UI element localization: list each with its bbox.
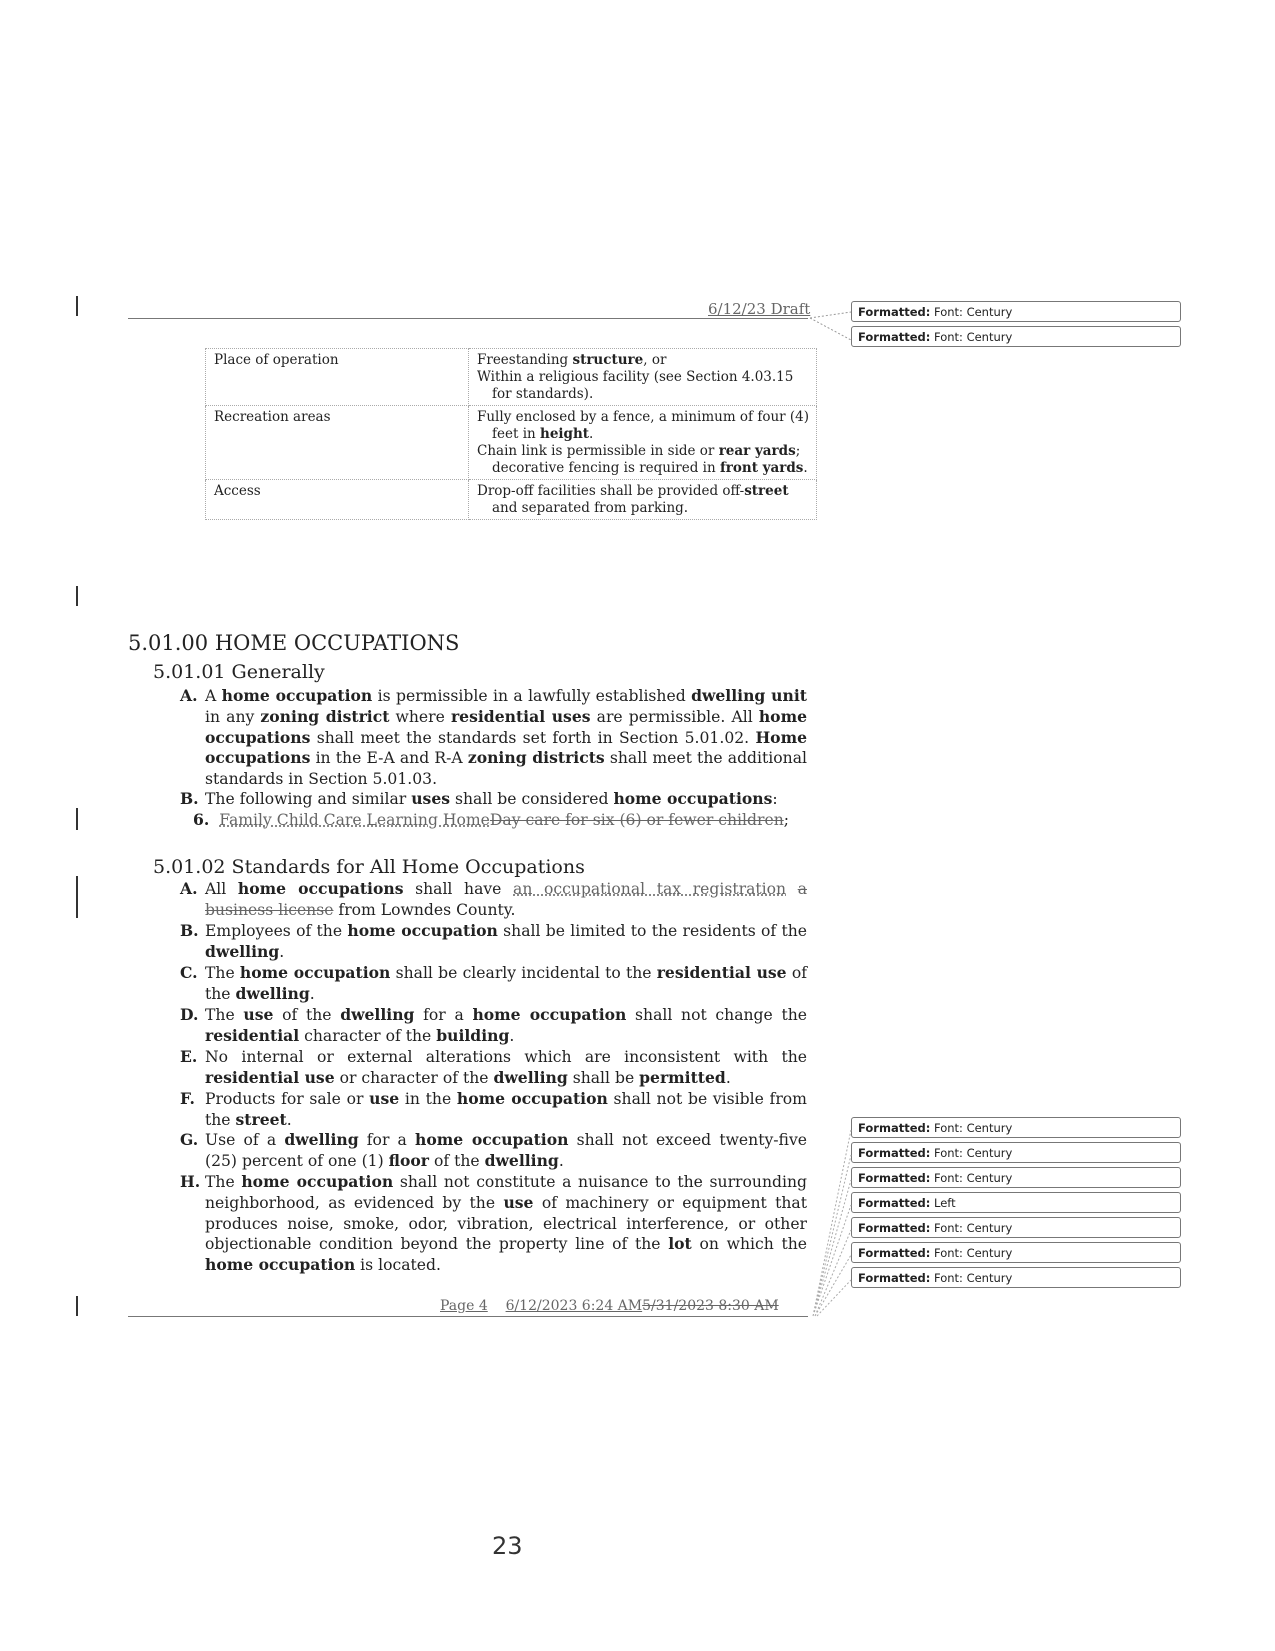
text-run: of the bbox=[273, 1006, 341, 1024]
text-run: . bbox=[725, 1068, 731, 1087]
comment-label: Formatted: bbox=[858, 305, 931, 319]
defined-term: home occupation bbox=[241, 1172, 394, 1191]
text-run: shall not be visible from the bbox=[205, 1090, 807, 1129]
value-line bbox=[477, 369, 810, 403]
text-run: in any bbox=[205, 707, 261, 726]
comment-value: Font: Century bbox=[930, 1246, 1013, 1260]
item-letter: B. bbox=[180, 921, 199, 940]
defined-term: home occupations bbox=[613, 789, 773, 808]
footer bbox=[440, 1298, 779, 1314]
comment-label: Formatted: bbox=[858, 330, 931, 344]
list-subitem bbox=[193, 810, 789, 831]
defined-term: residential use bbox=[656, 963, 787, 982]
text-run: shall be bbox=[567, 1068, 640, 1087]
text-run: The following and similar bbox=[205, 790, 412, 808]
item-text bbox=[205, 1089, 807, 1131]
footer-date-old: 5/31/2023 8:30 AM bbox=[642, 1298, 779, 1314]
text-run: Chain link is permissible in side or bbox=[477, 443, 719, 459]
text-run: shall not exceed twenty-five (25) percent of one (1) bbox=[205, 1131, 807, 1170]
text-run: . bbox=[286, 1110, 292, 1129]
subsection-heading-generally: 5.01.01 Generally bbox=[153, 661, 325, 683]
defined-term: residential uses bbox=[450, 706, 591, 726]
defined-term: use bbox=[369, 1089, 400, 1108]
text-run: shall not change the bbox=[626, 1006, 807, 1024]
handwritten-page-number: 23 bbox=[492, 1532, 523, 1560]
text-run: Products for sale or bbox=[205, 1090, 370, 1108]
defined-term: dwelling bbox=[284, 1130, 359, 1149]
text-run bbox=[786, 880, 798, 898]
list-item bbox=[180, 1172, 807, 1276]
text-run: No internal or external alterations which are inconsistent with the bbox=[205, 1048, 807, 1066]
comment-label: Formatted: bbox=[858, 1146, 931, 1160]
formatting-comment[interactable] bbox=[851, 1167, 1181, 1188]
text-run: is located. bbox=[355, 1256, 441, 1275]
text-run: shall not constitute a nuisance to the surrounding neighborhood, as evidenced by the bbox=[205, 1173, 807, 1212]
text-run: shall be considered bbox=[450, 790, 614, 808]
comment-value: Font: Century bbox=[930, 330, 1013, 344]
text-run: Drop-off facilities shall be provided off- bbox=[477, 483, 745, 499]
row-label: Recreation areas bbox=[206, 406, 469, 480]
text-run: shall be clearly incidental to the bbox=[390, 964, 657, 982]
row-label: Access bbox=[206, 480, 469, 520]
text-run: on which the bbox=[691, 1235, 807, 1254]
defined-term: residential bbox=[205, 1025, 300, 1045]
text-run: from Lowndes County. bbox=[333, 900, 516, 919]
header-rule bbox=[128, 318, 808, 319]
defined-term: street bbox=[744, 483, 789, 499]
defined-term: dwelling bbox=[205, 941, 280, 961]
text-run: . bbox=[803, 460, 808, 476]
change-bar bbox=[76, 1296, 78, 1316]
defined-term: front yards bbox=[719, 460, 804, 476]
list-item bbox=[180, 1130, 807, 1172]
defined-term: home occupations bbox=[205, 706, 807, 747]
text-run: shall have bbox=[403, 880, 514, 898]
comment-label: Formatted: bbox=[858, 1246, 931, 1260]
formatting-comment[interactable] bbox=[851, 301, 1181, 322]
item-text bbox=[205, 1005, 807, 1047]
list-item bbox=[180, 963, 807, 1005]
defined-term: floor bbox=[388, 1150, 429, 1170]
comment-value: Left bbox=[930, 1196, 956, 1210]
defined-term: home occupation bbox=[472, 1005, 627, 1024]
text-run: of the bbox=[205, 964, 807, 1003]
defined-term: dwelling bbox=[493, 1067, 568, 1087]
item-text bbox=[205, 686, 807, 790]
defined-term: zoning district bbox=[260, 706, 390, 726]
text-run: or character of the bbox=[334, 1068, 494, 1087]
row-value bbox=[469, 480, 817, 520]
footer-date-new: 6/12/2023 6:24 AM bbox=[505, 1298, 643, 1314]
value-line bbox=[477, 483, 810, 517]
defined-term: height bbox=[540, 426, 590, 442]
inserted-text: an occupational tax registration bbox=[513, 880, 787, 898]
text-run: character of the bbox=[299, 1026, 437, 1045]
list-item bbox=[180, 686, 807, 790]
item-text bbox=[205, 963, 807, 1005]
defined-term: home occupation bbox=[456, 1089, 608, 1108]
item-letter: H. bbox=[180, 1172, 201, 1191]
item-letter: E. bbox=[180, 1047, 198, 1066]
value-line bbox=[477, 352, 810, 369]
list-item bbox=[180, 921, 807, 963]
text-run: in the bbox=[399, 1090, 457, 1108]
text-run: are permissible. All bbox=[590, 707, 759, 726]
defined-term: structure bbox=[572, 352, 644, 368]
formatting-comment[interactable] bbox=[851, 1192, 1181, 1213]
item-text bbox=[205, 879, 807, 921]
defined-term: rear yards bbox=[718, 443, 796, 459]
formatting-comment[interactable] bbox=[851, 1117, 1181, 1138]
defined-term: Home occupations bbox=[205, 727, 807, 768]
defined-term: home occupation bbox=[205, 1255, 356, 1275]
change-bar bbox=[76, 808, 78, 830]
value-line bbox=[477, 409, 810, 443]
text-run: Freestanding bbox=[477, 352, 573, 368]
item-letter: B. bbox=[180, 789, 199, 808]
formatting-comment[interactable] bbox=[851, 1217, 1181, 1238]
defined-term: building bbox=[436, 1025, 510, 1045]
text-run: All bbox=[205, 880, 238, 898]
comment-value: Font: Century bbox=[930, 1121, 1013, 1135]
defined-term: street bbox=[235, 1109, 287, 1129]
defined-term: home occupation bbox=[221, 686, 373, 705]
comment-label: Formatted: bbox=[858, 1121, 931, 1135]
comment-value: Font: Century bbox=[930, 1271, 1013, 1285]
defined-term: home occupation bbox=[415, 1130, 569, 1149]
item-letter: A. bbox=[180, 879, 198, 898]
formatting-comment[interactable] bbox=[851, 1142, 1181, 1163]
text-run: The bbox=[205, 1173, 242, 1191]
punctuation: ; bbox=[783, 811, 790, 829]
defined-term: permitted bbox=[639, 1067, 726, 1087]
defined-term: uses bbox=[411, 789, 451, 808]
list-item bbox=[180, 1047, 807, 1089]
comment-label: Formatted: bbox=[858, 1271, 931, 1285]
defined-term: home occupation bbox=[347, 921, 498, 940]
table-row bbox=[206, 406, 817, 480]
item-text bbox=[205, 789, 807, 810]
text-run: shall meet the standards set forth in Section 5.01.02. bbox=[310, 728, 756, 747]
comment-value: Font: Century bbox=[930, 1171, 1013, 1185]
defined-term: use bbox=[503, 1192, 534, 1212]
comment-label: Formatted: bbox=[858, 1196, 931, 1210]
comment-connector bbox=[805, 1120, 855, 1320]
text-run: , or bbox=[643, 352, 667, 368]
formatting-comment[interactable] bbox=[851, 1267, 1181, 1288]
item-text bbox=[205, 1172, 807, 1276]
item-letter: G. bbox=[180, 1130, 199, 1149]
text-run: shall be limited to the residents of the bbox=[497, 922, 807, 940]
text-run: shall meet the additional standards in Section 5.01.03. bbox=[205, 749, 807, 789]
item-letter: C. bbox=[180, 963, 198, 982]
comment-value: Font: Century bbox=[930, 1221, 1013, 1235]
row-label: Place of operation bbox=[206, 349, 469, 406]
defined-term: dwelling unit bbox=[691, 686, 807, 705]
defined-term: residential use bbox=[205, 1067, 335, 1087]
item-letter: A. bbox=[180, 686, 198, 705]
item-letter: D. bbox=[180, 1005, 199, 1024]
defined-term: zoning districts bbox=[467, 748, 605, 768]
inserted-text: Family Child Care Learning Home bbox=[219, 811, 490, 829]
change-bar bbox=[76, 586, 78, 606]
comment-label: Formatted: bbox=[858, 1221, 931, 1235]
standards-table bbox=[205, 348, 817, 520]
text-run: ; decorative fencing is required in bbox=[492, 443, 801, 476]
comment-value: Font: Century bbox=[930, 305, 1013, 319]
footer-rule bbox=[128, 1316, 808, 1317]
item-text bbox=[205, 1047, 807, 1089]
text-run: Employees of the bbox=[205, 922, 348, 940]
item-text bbox=[205, 921, 807, 963]
item-letter: F. bbox=[180, 1089, 195, 1108]
comment-value: Font: Century bbox=[930, 1146, 1013, 1160]
text-run: : bbox=[772, 790, 778, 808]
defined-term: dwelling bbox=[235, 983, 310, 1003]
deleted-text: Day care for six (6) or fewer children bbox=[489, 811, 784, 829]
formatting-comment[interactable] bbox=[851, 326, 1181, 347]
text-run: in the E-A and R-A bbox=[310, 749, 468, 768]
row-value bbox=[469, 349, 817, 406]
text-run: Fully enclosed by a fence, a minimum of four (4) feet in bbox=[477, 409, 810, 442]
text-run: . bbox=[558, 1151, 564, 1170]
change-bar bbox=[76, 876, 78, 918]
list-item bbox=[180, 1089, 807, 1131]
list-item bbox=[180, 789, 807, 810]
text-run: for a bbox=[358, 1131, 416, 1149]
text-run: A bbox=[205, 687, 222, 705]
text-run: . bbox=[279, 942, 285, 961]
formatting-comment[interactable] bbox=[851, 1242, 1181, 1263]
row-value bbox=[469, 406, 817, 480]
defined-term: home occupation bbox=[239, 963, 391, 982]
text-run: is permissible in a lawfully established bbox=[372, 687, 692, 705]
defined-term: home occupations bbox=[237, 879, 404, 898]
comment-label: Formatted: bbox=[858, 1171, 931, 1185]
text-run: for a bbox=[414, 1006, 473, 1024]
text-run: Within a religious facility (see Section 4.03.15 for standards). bbox=[477, 369, 794, 402]
text-run: Use of a bbox=[205, 1131, 285, 1149]
defined-term: dwelling bbox=[340, 1005, 415, 1024]
deleted-text: a business license bbox=[205, 880, 807, 919]
text-run: . bbox=[509, 1026, 515, 1045]
comment-connector bbox=[805, 300, 855, 340]
list-item bbox=[180, 879, 807, 921]
text-run: . bbox=[309, 984, 315, 1003]
item-text bbox=[205, 1130, 807, 1172]
text-run: and separated from parking. bbox=[492, 500, 689, 516]
text-run: of the bbox=[429, 1151, 485, 1170]
defined-term: use bbox=[243, 1005, 274, 1024]
subitem-number: 6. bbox=[193, 810, 210, 829]
defined-term: lot bbox=[668, 1234, 692, 1254]
subsection-heading-standards: 5.01.02 Standards for All Home Occupations bbox=[153, 856, 585, 878]
text-run: of machinery or equipment that produces noise, smoke, odor, vibration, electrical interference, or other objectionable condition beyond the property line of the bbox=[205, 1193, 807, 1254]
defined-term: dwelling bbox=[484, 1150, 559, 1170]
draft-label: 6/12/23 Draft bbox=[708, 300, 811, 318]
table-row bbox=[206, 349, 817, 406]
text-run: where bbox=[389, 707, 451, 726]
list-item bbox=[180, 1005, 807, 1047]
table-row bbox=[206, 480, 817, 520]
text-run: The bbox=[205, 1006, 244, 1024]
page-number: Page 4 bbox=[440, 1298, 488, 1314]
text-run: . bbox=[589, 426, 594, 442]
change-bar bbox=[76, 296, 78, 316]
value-line bbox=[477, 443, 810, 477]
text-run: The bbox=[205, 964, 240, 982]
section-heading: 5.01.00 HOME OCCUPATIONS bbox=[128, 631, 460, 655]
